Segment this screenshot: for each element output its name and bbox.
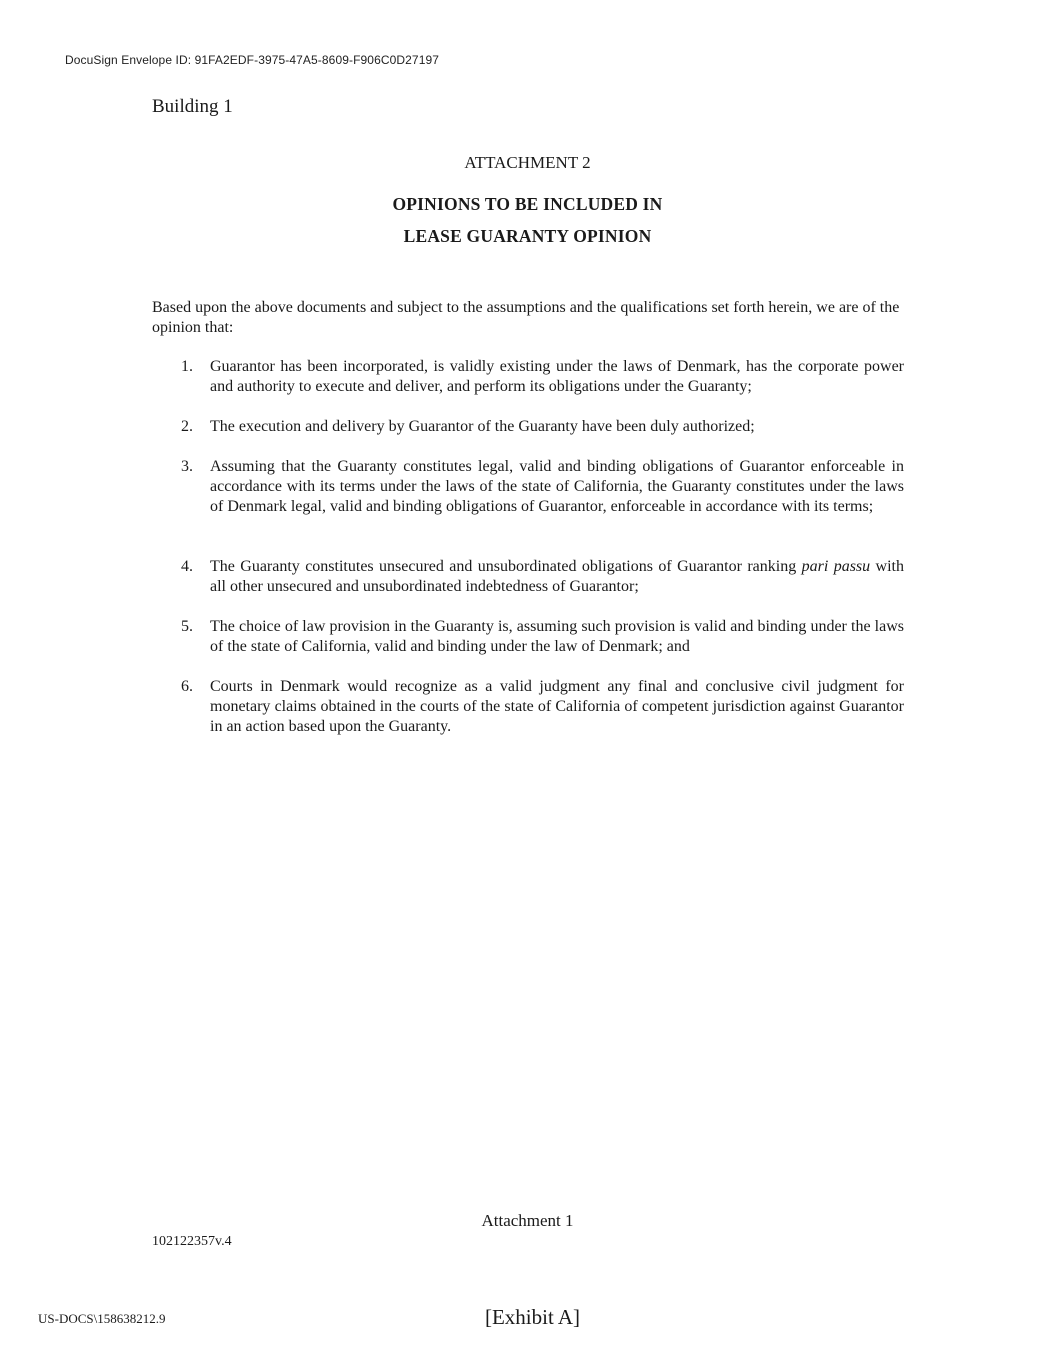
attachment-heading-text: ATTACHMENT 2 [464,153,591,172]
list-item-text: The choice of law provision in the Guaranty is, assuming such provision is valid and binding under the laws of the state of California, valid and binding under the law of Denmark; and [210,618,904,655]
list-item-number: 6. [181,678,193,695]
document-title-line-2: LEASE GUARANTY OPINION [403,226,652,246]
intro-paragraph: Based upon the above documents and subject to the assumptions and the qualifications set forth herein, we are of the opinion that: [152,299,900,336]
document-version-number: 102122357v.4 [152,1234,232,1249]
list-item-number: 1. [181,358,193,375]
list-item-text [210,557,904,597]
attachment-heading [0,153,1055,173]
list-item-number: 4. [181,558,193,575]
building-label: Building 1 [152,96,233,117]
footer-attachment-label: Attachment 1 [481,1211,574,1230]
document-title-line-1: OPINIONS TO BE INCLUDED IN [392,194,663,214]
list-item-text-italic: pari passu [801,558,871,575]
list-item-number: 5. [181,618,193,635]
list-item-text: Assuming that the Guaranty constitutes legal, valid and binding obligations of Guarantor enforceable in accordance with its terms under the laws of the state of California, the Guaranty constitutes under the laws of Denmark legal, valid and binding obligations of Guarantor, enforceable in accordance with its terms; [210,458,904,515]
list-item-text-end: with all other unsecured and unsubordinated indebtedness of Guarantor; [210,558,905,595]
list-item-text-start: The Guaranty constitutes unsecured and unsubordinated obligations of Guarantor ranking [210,558,802,575]
exhibit-label: [Exhibit A] [484,1305,581,1329]
list-item-text: Courts in Denmark would recognize as a valid judgment any final and conclusive civil judgment for monetary claims obtained in the courts of the state of California of competent jurisdiction against Guarantor in an action based upon the Guaranty. [210,678,904,735]
docusign-envelope-id: DocuSign Envelope ID: 91FA2EDF-3975-47A5-8609-F906C0D27197 [65,53,440,67]
list-item-number: 2. [181,418,193,435]
list-item-number: 3. [181,458,193,475]
us-docs-number: US-DOCS\158638212.9 [38,1311,166,1326]
list-item-text: The execution and delivery by Guarantor of the Guaranty have been duly authorized; [210,418,755,435]
list-item-text: Guarantor has been incorporated, is validly existing under the laws of Denmark, has the corporate power and authority to execute and deliver, and perform its obligations under the Guaranty; [210,358,904,395]
